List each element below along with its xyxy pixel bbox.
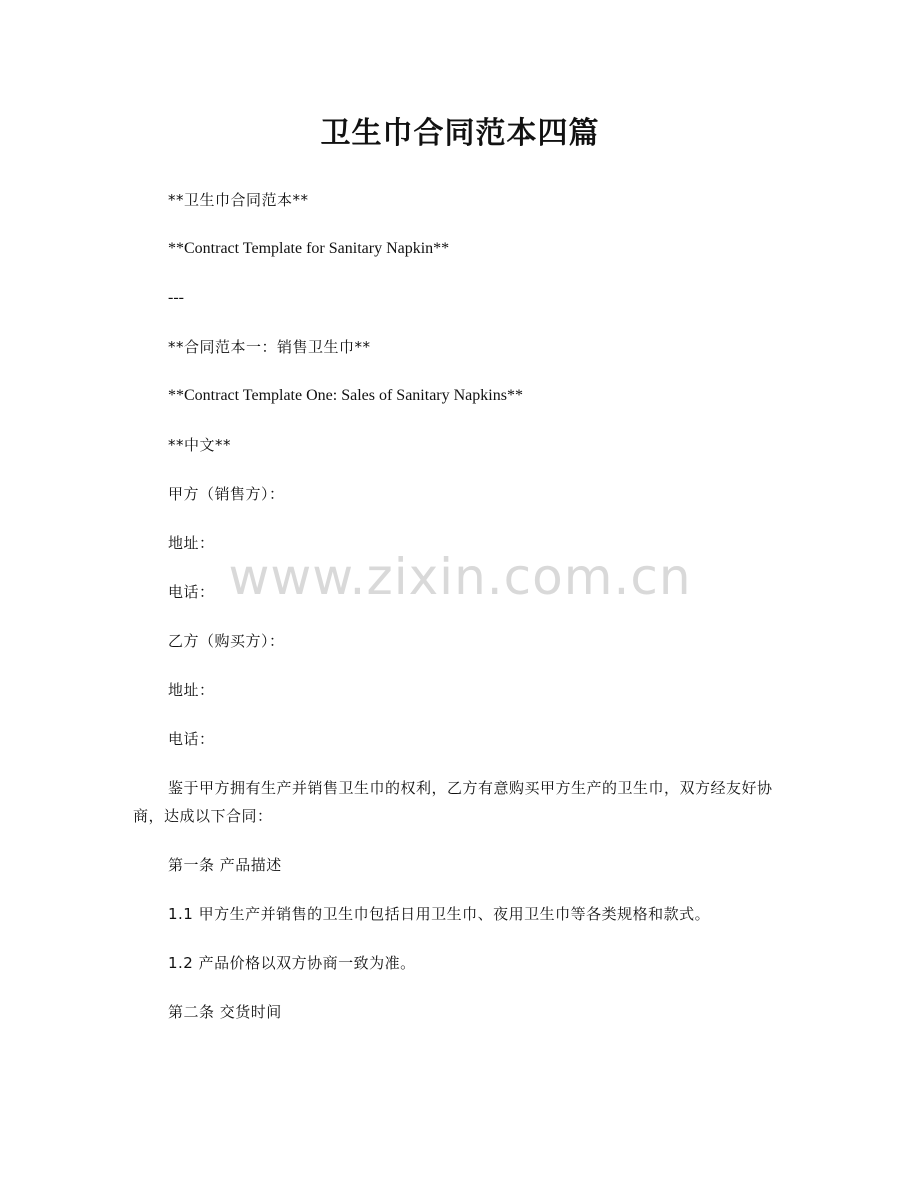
paragraph: 地址：: [168, 534, 215, 552]
paragraph: 地址：: [168, 681, 215, 699]
document-body: [133, 186, 787, 1047]
paragraph: 1.1 甲方生产并销售的卫生巾包括日用卫生巾、夜用卫生巾等各类规格和款式。: [168, 905, 711, 923]
paragraph: 电话：: [168, 583, 215, 601]
paragraph: 乙方（购买方）：: [168, 632, 285, 650]
paragraph: ---: [168, 289, 184, 306]
paragraph: 甲方（销售方）：: [168, 485, 285, 503]
watermark: www.zixin.com.cn: [228, 548, 692, 606]
paragraph: **Contract Template One: Sales of Sanitary Napkins**: [168, 387, 523, 404]
paragraph: **Contract Template for Sanitary Napkin**: [168, 240, 450, 257]
paragraph: 鉴于甲方拥有生产并销售卫生巾的权利，乙方有意购买甲方生产的卫生巾，双方经友好协商，达成以下合同：: [133, 779, 773, 825]
paragraph: **中文**: [168, 436, 232, 454]
paragraph: 电话：: [168, 730, 215, 748]
paragraph: **合同范本一：销售卫生巾**: [168, 338, 371, 356]
paragraph: 第二条 交货时间: [168, 1003, 282, 1021]
paragraph: 1.2 产品价格以双方协商一致为准。: [168, 954, 416, 972]
document-title: 卫生巾合同范本四篇: [320, 116, 600, 151]
paragraph: 第一条 产品描述: [168, 856, 282, 874]
paragraph: **卫生巾合同范本**: [168, 191, 309, 209]
